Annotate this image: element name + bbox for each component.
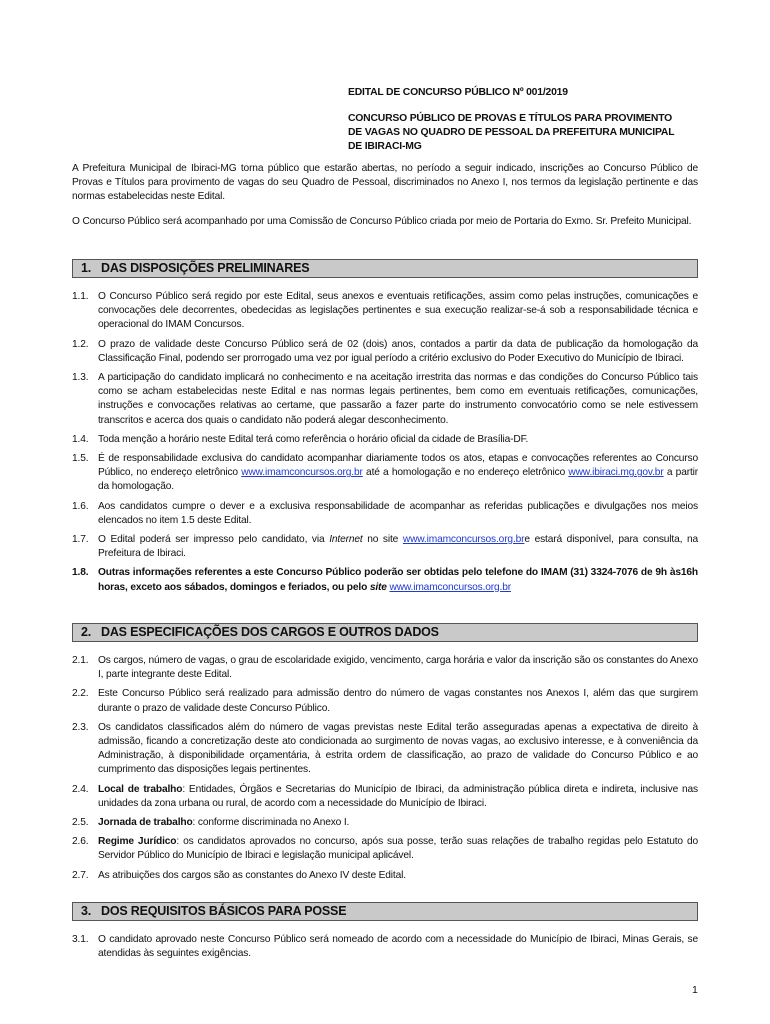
list-item: [72, 371, 698, 428]
list-item: [72, 721, 698, 778]
item-text-part: : os candidatos aprovados no concurso, após sua posse, terão suas relações de trabalho regidas pelo Estatuto do Servidor Público do Município de Ibiraci e legislação municipal aplicável.: [98, 836, 698, 862]
section-title: DAS ESPECIFICAÇÕES DOS CARGOS E OUTROS DADOS: [101, 625, 439, 639]
section-3: [72, 902, 698, 966]
edital-title: EDITAL DE CONCURSO PÚBLICO Nº 001/2019: [348, 87, 568, 98]
list-item: [72, 816, 698, 830]
item-text-part: É de responsabilidade exclusiva do candidato acompanhar diariamente todos os atos, etapas e convocações referentes ao Concurso Público, no endereço eletrônico: [98, 453, 698, 479]
item-text-part: : Entidades, Órgãos e Secretarias do Município de Ibiraci, da administração pública direta e indireta, inclusive nas unidades da zona urbana ou rural, de acordo com a necessidade do Município de Ibiraci.: [98, 783, 699, 809]
item-text: Este Concurso Público será realizado para admissão dentro do número de vagas constantes nos Anexos I, além das que surgirem durante o prazo de validade deste Concurso Público.: [98, 688, 698, 714]
section-1: [72, 259, 698, 600]
item-text: O prazo de validade deste Concurso Público será de 02 (dois) anos, contados a partir da data de publicação da homologação da Classificação Final, podendo ser prorrogado uma vez por igual período a critério exclusivo do Poder Executivo do Município de Ibiraci.: [98, 338, 698, 364]
item-text: [98, 783, 698, 811]
edital-subtitle-line: DE IBIRACI-MG: [348, 141, 422, 152]
item-number: 1.7.: [72, 534, 89, 546]
item-text: Toda menção a horário neste Edital terá como referência o horário oficial da cidade de Brasília-DF.: [98, 433, 529, 445]
item-text-part: a partir da homologação.: [98, 467, 698, 493]
item-label-bold: Local de trabalho: [98, 783, 183, 795]
item-number: 1.1.: [72, 291, 89, 302]
item-number: 2.1.: [72, 655, 89, 666]
item-number: 1.3.: [72, 372, 89, 384]
section-items: [72, 654, 698, 883]
list-item: [72, 654, 698, 682]
item-number: 2.6.: [72, 836, 89, 848]
item-number: 1.5.: [72, 453, 89, 465]
item-text: Os candidatos classificados além do número de vagas previstas neste Edital terão asseguradas apenas a expectativa de direito à admissão, ficando a concretização deste ato condicionada ao surgimento de novas vagas, ao exclusivo interesse, e à conveniência da Administração, à disponibilidade orçamentária, à estrita ordem de classificação, ao prazo de validade do Concurso Público e ao cumprimento das disposições legais pertinentes.: [98, 721, 698, 776]
section-heading: [72, 623, 698, 642]
item-text: Aos candidatos cumpre o dever e a exclusiva responsabilidade de acompanhar as referidas publicações e divulgações nos meios elencados no item 1.5 deste Edital.: [98, 500, 698, 526]
list-item: [72, 533, 698, 561]
item-text-part: : conforme discriminada no Anexo I.: [192, 817, 350, 829]
item-number: 1.6.: [72, 500, 89, 512]
section-number: 2.: [81, 625, 92, 639]
imam-website-link[interactable]: www.imamconcursos.org.br: [402, 534, 525, 546]
list-item: [72, 869, 698, 883]
item-text: Os cargos, número de vagas, o grau de escolaridade exigido, vencimento, carga horária e valor da inscrição são os constantes do Anexo I, parte integrante deste Edital.: [98, 655, 698, 681]
section-title: DAS DISPOSIÇÕES PRELIMINARES: [101, 261, 310, 275]
list-item: [72, 500, 698, 528]
intro-paragraph: O Concurso Público será acompanhado por uma Comissão de Concurso Público criada por meio de Portaria do Exmo. Sr. Prefeito Municipal.: [72, 215, 692, 227]
item-text-italic: site: [369, 581, 387, 593]
section-heading: [72, 902, 698, 921]
imam-website-link[interactable]: www.imamconcursos.org.br: [389, 581, 511, 593]
imam-website-link[interactable]: www.imamconcursos.org.br: [241, 467, 363, 479]
item-number: 1.8.: [72, 567, 89, 579]
item-text: [98, 533, 698, 561]
list-item: [72, 687, 698, 715]
list-item: [72, 290, 698, 333]
item-text: A participação do candidato implicará no conhecimento e na aceitação irrestrita das normas e das condições do Concurso Público tais como se acham estabelecidas neste Edital e nas normas legais pertinentes, bem como em eventuais retificações, comunicações, instruções e convocações relativas ao certame, que passarão a fazer parte do instrumento convocatório como se nele estivessem transcritos e acerca dos quais o candidato não poderá alegar desconhecimento.: [98, 372, 698, 426]
edital-subtitle-line: DE VAGAS NO QUADRO DE PESSOAL DA PREFEITURA MUNICIPAL: [348, 127, 675, 138]
list-item: [72, 933, 698, 961]
item-number: 3.1.: [72, 934, 89, 945]
item-text-part: Outras informações referentes a este Concurso Público poderão ser obtidas pelo telefone do IMAM (31) 3324-7076 de 9h às16h horas, exceto aos sábados, domingos e feriados, ou pelo: [98, 567, 698, 593]
item-number: 2.3.: [72, 721, 89, 733]
item-text: [98, 816, 698, 830]
ibiraci-website-link[interactable]: www.ibiraci.mg.gov.br: [568, 467, 664, 479]
item-text: [98, 452, 698, 495]
item-label-bold: Regime Jurídico: [98, 836, 177, 848]
page-number: 1: [692, 984, 698, 996]
item-text: O candidato aprovado neste Concurso Público será nomeado de acordo com a necessidade do Município de Ibiraci, Minas Gerais, se atendidas às seguintes exigências.: [98, 934, 698, 960]
item-text: As atribuições dos cargos são as constantes do Anexo IV deste Edital.: [98, 869, 406, 881]
list-item: [72, 783, 698, 811]
section-2: [72, 623, 698, 888]
item-text-part: e estará disponível, para consulta, na Prefeitura de Ibiraci.: [98, 534, 699, 560]
item-number: 2.5.: [72, 817, 89, 829]
item-number: 2.7.: [72, 869, 89, 881]
edital-subtitle-line: CONCURSO PÚBLICO DE PROVAS E TÍTULOS PARA PROVIMENTO: [348, 113, 673, 124]
list-item: [72, 338, 698, 366]
intro: [72, 162, 698, 239]
intro-paragraph: A Prefeitura Municipal de Ibiraci-MG torna público que estarão abertas, no período a seguir indicado, inscrições ao Concurso Público de Provas e Títulos para provimento de vagas do seu Quadro de Pessoal, discriminados no Anexo I, nos termos da legislação pertinente e das normas estabelecidas neste Edital.: [72, 163, 698, 203]
section-title: DOS REQUISITOS BÁSICOS PARA POSSE: [101, 904, 347, 918]
document-header: [348, 86, 708, 154]
section-items: [72, 290, 698, 595]
list-item: [72, 566, 698, 594]
section-number: 3.: [81, 904, 92, 918]
item-text-part: até a homologação e no endereço eletrônico: [362, 467, 569, 479]
item-text-part: O Edital poderá ser impresso pelo candidato, via: [98, 534, 330, 546]
item-label-bold: Jornada de trabalho: [98, 817, 193, 829]
item-text: [98, 835, 698, 863]
section-items: [72, 933, 698, 961]
item-text: [98, 566, 698, 594]
item-number: 1.4.: [72, 433, 89, 445]
item-number: 2.4.: [72, 783, 89, 795]
item-text: O Concurso Público será regido por este Edital, seus anexos e eventuais retificações, assim como pelas instruções, comunicações e convocações dele decorrentes, obedecidas as legislações pertinentes e sua execução realizar-se-á sob a responsabilidade técnica e operacional do IMAM Concursos.: [98, 291, 698, 331]
list-item: [72, 433, 698, 447]
section-heading: [72, 259, 698, 278]
item-text-part: no site: [362, 534, 403, 546]
item-number: 1.2.: [72, 338, 89, 350]
section-number: 1.: [81, 261, 92, 275]
item-number: 2.2.: [72, 688, 89, 700]
list-item: [72, 835, 698, 863]
item-text-italic: Internet: [329, 534, 363, 546]
list-item: [72, 452, 698, 495]
